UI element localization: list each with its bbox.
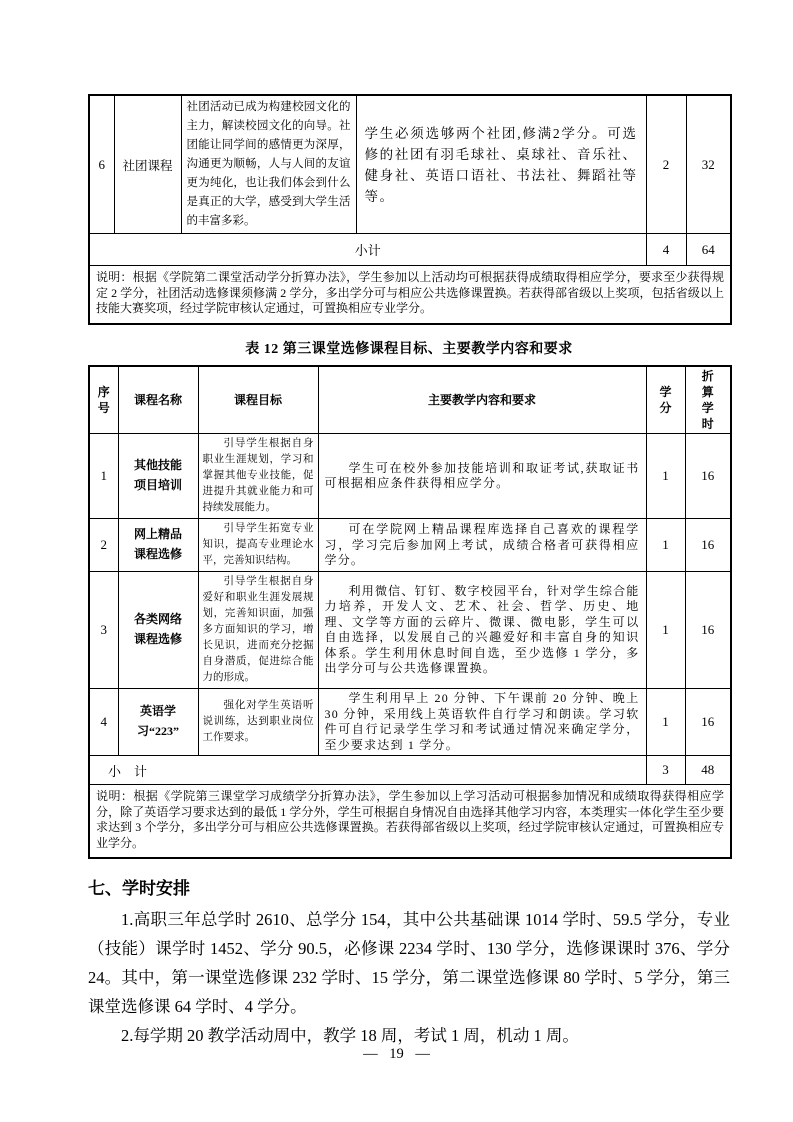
course-content-cell: 学生必须选够两个社团,修满2学分。可选修的社团有羽毛球社、桌球社、音乐社、健身社、英语口语社、书法社、舞蹈社等等。: [356, 95, 646, 234]
course-name-cell: 英语学习“223”: [118, 689, 198, 756]
course-hours-cell: 32: [686, 95, 731, 234]
course-content-cell: 学生可在校外参加技能培训和取证考试,获取证书可根据相应条件获得相应学分。: [318, 434, 646, 519]
page-number: — 19 —: [363, 1046, 430, 1062]
course-goal-cell: 强化对学生英语听说训练，达到职业岗位工作要求。: [198, 689, 318, 756]
course-credits-cell: 2: [646, 95, 686, 234]
course-hours-cell: 16: [685, 434, 731, 519]
subtotal-credits-cell: 3: [646, 756, 685, 785]
header-goal-cell: 课程目标: [198, 366, 318, 434]
course-content-cell: 利用微信、钉钉、数字校园平台，针对学生综合能力培养，开发人文、艺术、社会、哲学、历史、地理、文学等方面的云碎片、微课、微电影，学生可以自由选择，以发展自己的兴趣爱好和丰富自身的知识体系。学生利用休息时间自选，至少选修 1 学分，多出学分可与公共选修课置换。: [318, 572, 646, 689]
table-note-cell: 说明：根据《学院第三课堂学习成绩学分折算办法》，学生参加以上学习活动可根据参加情况和成绩取得获得相应学分，除了英语学习要求达到的最低 1 学分外，学生可根据自身情况自由选择其他学习内容，本类理实一体化学生至少要求达到 3 个学分，多出学分可与相应公共选修课置换。若获得部省级以上奖项，经过学院审核认定通过，可置换相应专业学分。: [89, 785, 731, 859]
header-content-cell: 主要教学内容和要求: [318, 366, 646, 434]
section-paragraph-1: 1.高职三年总学时 2610、总学分 154，其中公共基础课 1014 学时、59.5 学分，专业（技能）课学时 1452、学分 90.5，必修课 2234 学时、130 学分，选修课课时 376、学分 24。其中，第一课堂选修课 232 学时、15 学分，第二课堂选修课 80 学时、5 学分，第三课堂选修课 64 学时、4 学分。: [88, 910, 730, 1017]
header-hours-cell: [685, 366, 731, 434]
subtotal-hours-cell: 48: [685, 756, 731, 785]
subtotal-label-cell: 小计: [89, 234, 646, 266]
second-classroom-table: [88, 94, 732, 325]
subtotal-credits-cell: 4: [646, 234, 686, 266]
header-credits-label: 学分: [659, 384, 672, 415]
header-row: [89, 366, 731, 434]
table-note-cell: 说明：根据《学院第二课堂活动学分折算办法》，学生参加以上活动均可根据获得成绩取得相应学分，要求至少获得规定 2 学分，社团活动选修课须修满 2 学分，多出学分可与相应公共选修课置换。若获得部省级以上奖项，包括省级以上技能大赛奖项，经过学院审核认定通过，可置换相应专业学分。: [89, 266, 731, 324]
header-name-cell: 课程名称: [118, 366, 198, 434]
note-row: [89, 266, 731, 324]
table12-title: 表 12 第三课堂选修课程目标、主要教学内容和要求: [245, 341, 573, 357]
course-no-cell: 2: [89, 519, 118, 572]
course-name-cell: 网上精品课程选修: [118, 519, 198, 572]
table-row-english-223: [89, 689, 731, 756]
course-goal-cell: 引导学生根据自身爱好和职业生涯发展规划，完善知识面，加强多方面知识的学习，增长见识，进而充分挖掘自身潜质，促进综合能力的形成。: [198, 572, 318, 689]
subtotal-row: [89, 756, 731, 785]
course-credits-cell: 1: [646, 689, 685, 756]
course-credits-cell: 1: [646, 572, 685, 689]
course-hours-cell: 16: [685, 519, 731, 572]
table-row-online-premium: [89, 519, 731, 572]
table-row-other-skills: [89, 434, 731, 519]
course-no-cell: 1: [89, 434, 118, 519]
table-row-network-courses: [89, 572, 731, 689]
course-no-cell: 4: [89, 689, 118, 756]
course-goal-cell: 引导学生拓宽专业知识，提高专业理论水平，完善知识结构。: [198, 519, 318, 572]
subtotal-row: [89, 234, 731, 266]
course-no-cell: 6: [89, 95, 114, 234]
course-content-cell: 学生利用早上 20 分钟、下午课前 20 分钟、晚上 30 分钟，采用线上英语软件自行学习和朗读。学习软件可自行记录学生学习和考试通过情况来确定学分，至少要求达到 1 学分。: [318, 689, 646, 756]
page-content: [88, 94, 730, 1050]
header-no-label: 序号: [97, 384, 110, 415]
third-classroom-table: [88, 365, 732, 860]
course-goal-cell: 引导学生根据自身职业生涯规划，学习和掌握其他专业技能，促进提升其就业能力和可持续发展能力。: [198, 434, 318, 519]
subtotal-label-cell: 小 计: [89, 756, 646, 785]
course-name-cell: 其他技能项目培训: [118, 434, 198, 519]
section-paragraph-2: 2.每学期 20 教学活动周中，教学 18 周，考试 1 周，机动 1 周。: [121, 1026, 579, 1046]
course-credits-cell: 1: [646, 519, 685, 572]
header-hours-label: 折算学时: [701, 368, 714, 432]
note-row: [89, 785, 731, 859]
course-hours-cell: 16: [685, 689, 731, 756]
header-no-cell: [89, 366, 118, 434]
course-goal-cell: 社团活动已成为构建校园文化的主力，解读校园文化的向导。社团能让同学间的感情更为深厚，沟通更为顺畅，人与人间的友谊更为纯化，也让我们体会到什么是真正的大学，感受到大学生活的丰富多彩。: [181, 95, 356, 234]
course-credits-cell: 1: [646, 434, 685, 519]
subtotal-hours-cell: 64: [686, 234, 731, 266]
course-name-cell: 各类网络课程选修: [118, 572, 198, 689]
course-name-cell: 社团课程: [114, 95, 181, 234]
section-heading: 七、学时安排: [88, 879, 190, 899]
table-row-club-course: [89, 95, 731, 234]
course-no-cell: 3: [89, 572, 118, 689]
course-hours-cell: 16: [685, 572, 731, 689]
course-content-cell: 可在学院网上精品课程库选择自己喜欢的课程学习，学习完后参加网上考试，成绩合格者可获得相应学分。: [318, 519, 646, 572]
header-credits-cell: [646, 366, 685, 434]
